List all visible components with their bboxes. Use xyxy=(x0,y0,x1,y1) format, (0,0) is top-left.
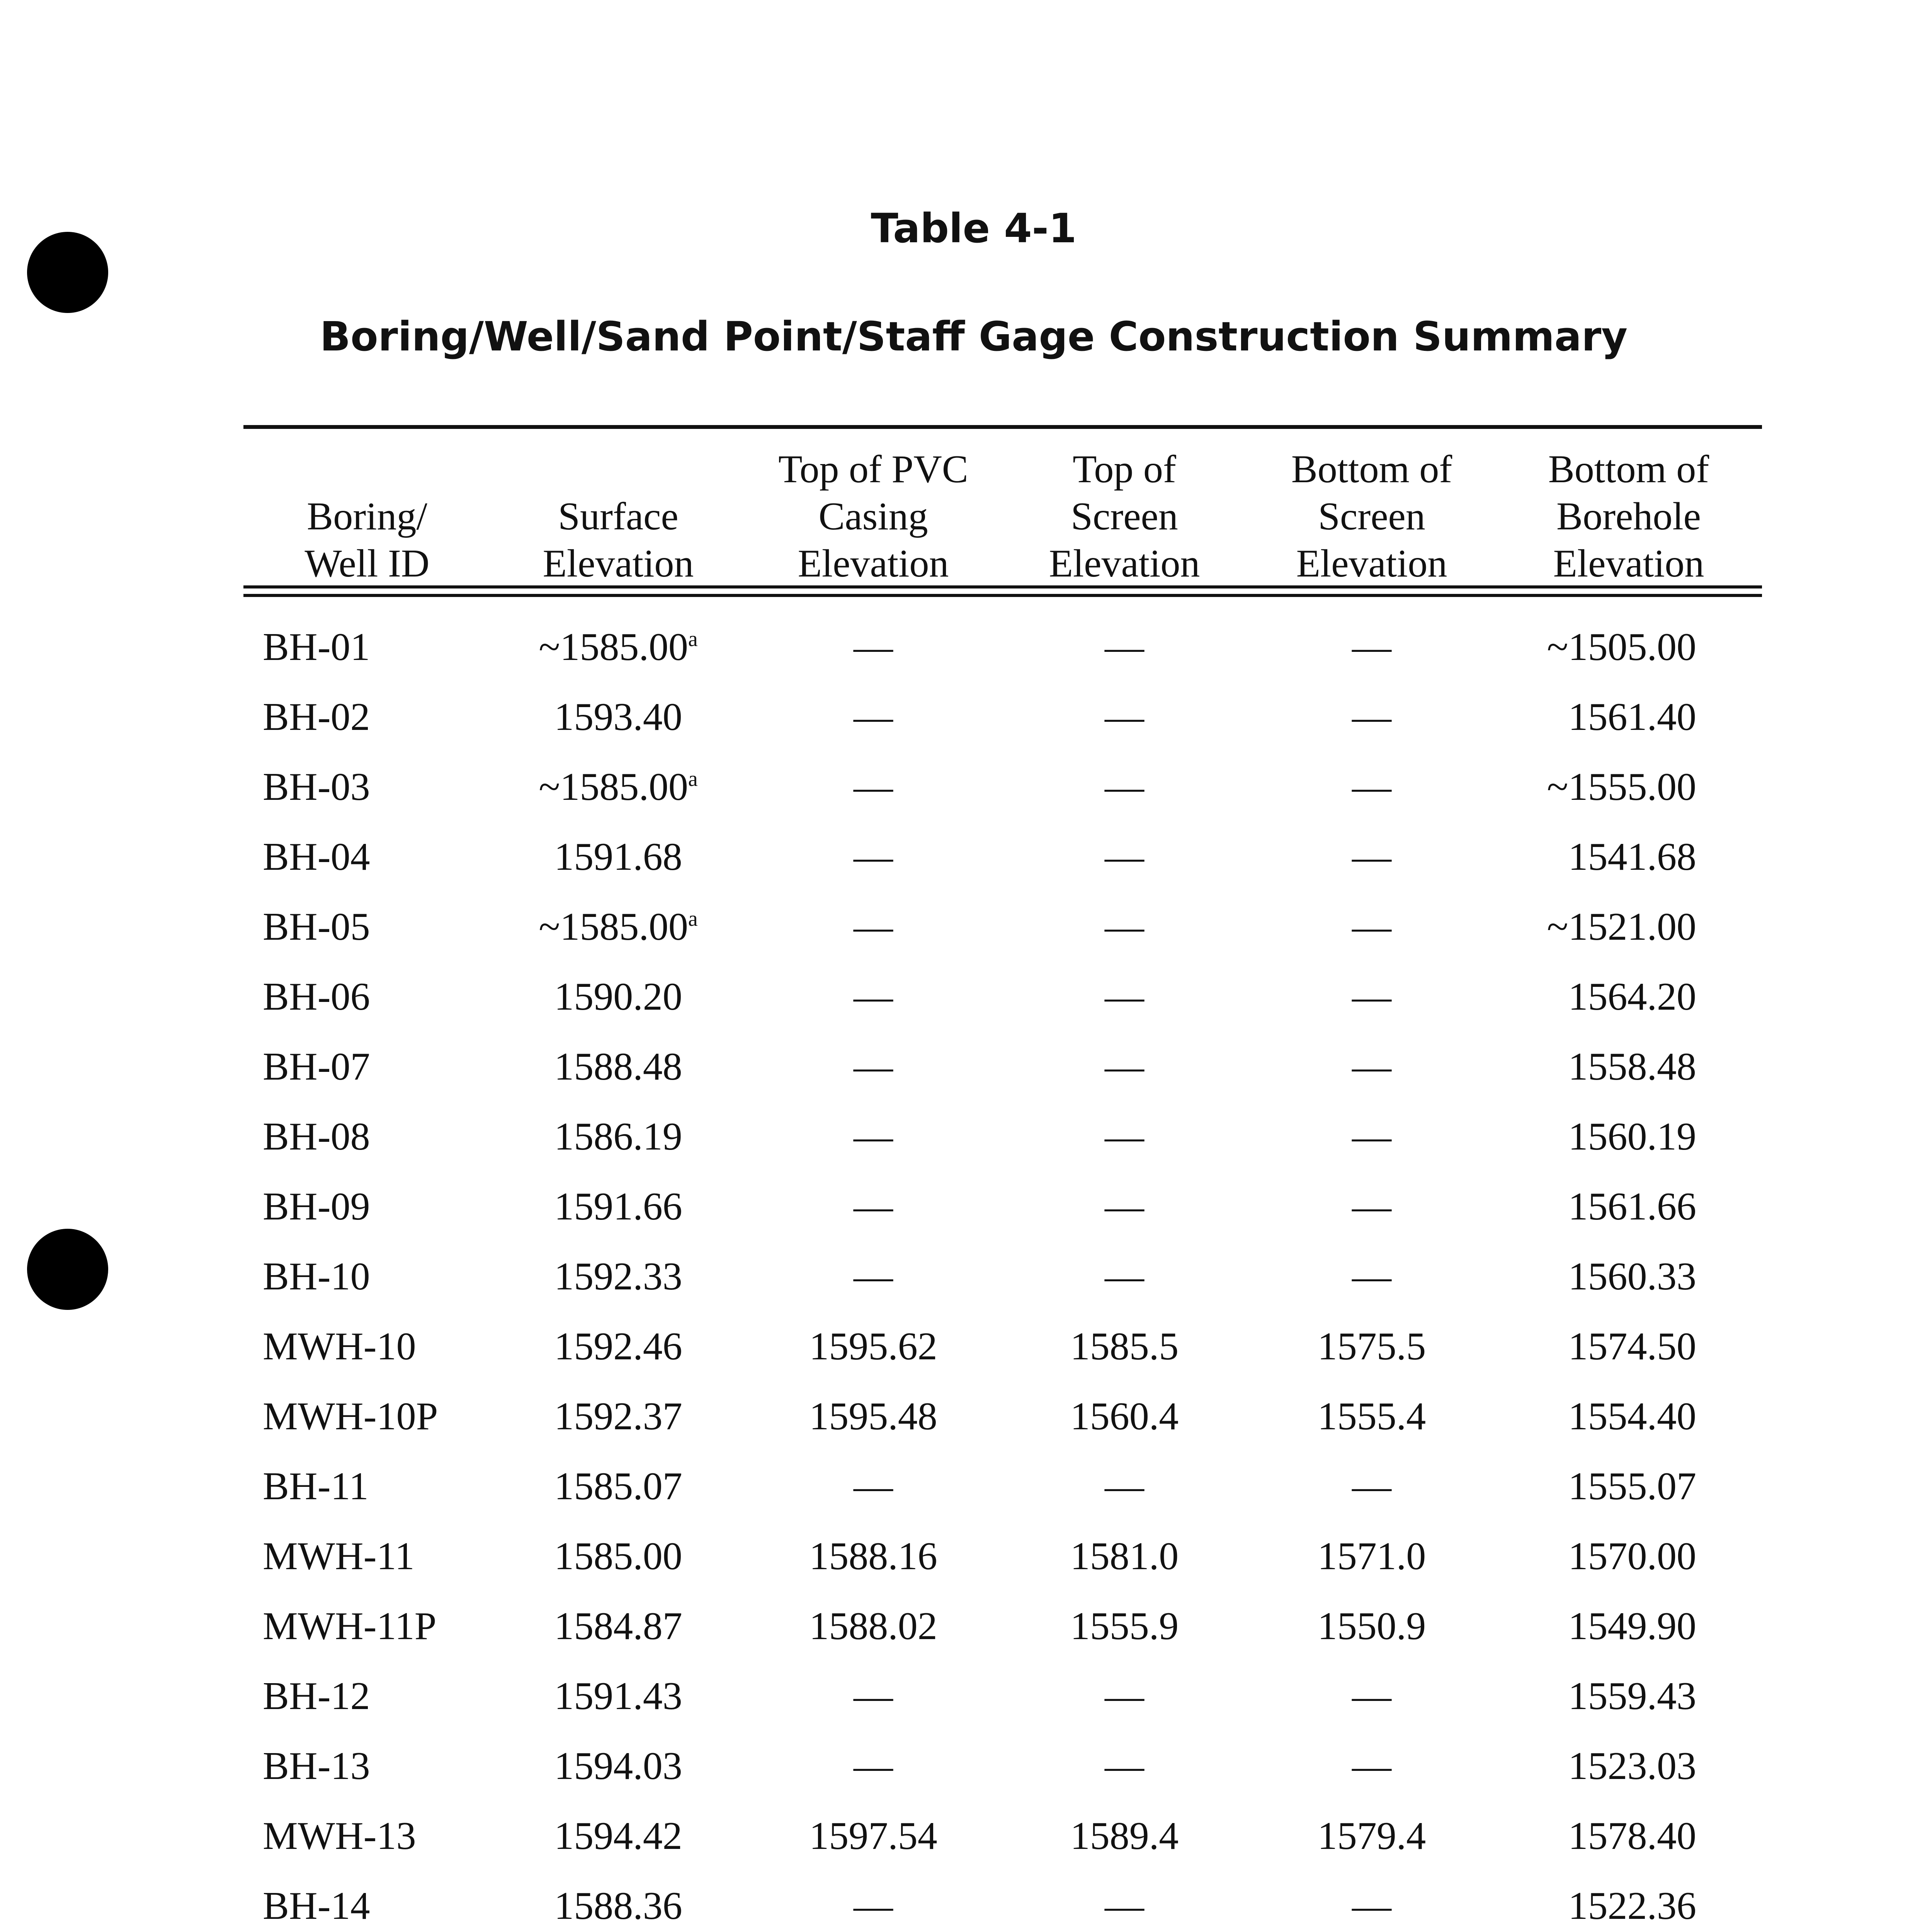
cell-top-of-screen-value: 1555.9 xyxy=(1070,1604,1179,1648)
cell-bottom-of-screen-value: — xyxy=(1352,695,1391,739)
cell-surface-elevation-value: 1592.37 xyxy=(554,1395,682,1438)
cell-bottom-of-borehole xyxy=(1495,892,1762,962)
cell-bottom-of-borehole-value: 1559.43 xyxy=(1568,1674,1696,1718)
cell-well-id xyxy=(243,1032,491,1102)
cell-bottom-of-borehole xyxy=(1495,752,1762,822)
cell-bottom-of-screen-value: — xyxy=(1352,1674,1391,1718)
cell-surface-elevation-value: ~1585.00 xyxy=(539,625,688,669)
cell-bottom-of-borehole xyxy=(1495,1311,1762,1381)
cell-surface-elevation xyxy=(491,682,746,752)
cell-top-of-screen-value: 1560.4 xyxy=(1070,1395,1179,1438)
cell-bottom-of-screen-value: — xyxy=(1352,1045,1391,1088)
table-row xyxy=(243,1311,1762,1381)
cell-surface-elevation-value: 1584.87 xyxy=(554,1604,682,1648)
cell-bottom-of-borehole-value: 1570.00 xyxy=(1568,1534,1696,1578)
table-row xyxy=(243,1381,1762,1451)
cell-pvc-casing-elevation-value: 1588.16 xyxy=(809,1534,937,1578)
header-bottom-of-borehole-elevation xyxy=(1495,440,1762,597)
cell-well-id-value: BH-04 xyxy=(263,835,370,879)
cell-well-id-value: BH-11 xyxy=(263,1464,369,1508)
cell-pvc-casing-elevation xyxy=(746,1381,1001,1451)
cell-surface-elevation xyxy=(491,1102,746,1172)
cell-top-of-screen xyxy=(1001,1242,1248,1311)
cell-bottom-of-screen-value: — xyxy=(1352,835,1391,879)
cell-well-id xyxy=(243,1801,491,1871)
cell-well-id-value: BH-09 xyxy=(263,1185,370,1228)
cell-surface-elevation xyxy=(491,892,746,962)
cell-pvc-casing-elevation-value: — xyxy=(854,695,893,739)
cell-bottom-of-screen-value: — xyxy=(1352,1884,1391,1928)
cell-bottom-of-borehole xyxy=(1495,1521,1762,1591)
header-line: Top of xyxy=(1073,447,1176,491)
header-line: Surface xyxy=(558,495,679,538)
table-row xyxy=(243,1731,1762,1801)
cell-top-of-screen-value: — xyxy=(1105,905,1144,949)
cell-surface-elevation xyxy=(491,1172,746,1242)
cell-top-of-screen xyxy=(1001,1032,1248,1102)
cell-bottom-of-borehole-value: ~1555.00 xyxy=(1547,765,1696,809)
cell-bottom-of-screen-value: — xyxy=(1352,975,1391,1019)
cell-well-id xyxy=(243,752,491,822)
cell-surface-elevation xyxy=(491,612,746,682)
table-top-rule xyxy=(243,425,1762,429)
cell-top-of-screen-value: 1585.5 xyxy=(1070,1325,1179,1368)
cell-top-of-screen-value: — xyxy=(1105,835,1144,879)
cell-bottom-of-borehole-value: 1564.20 xyxy=(1568,975,1696,1019)
cell-top-of-screen xyxy=(1001,752,1248,822)
cell-surface-elevation-value: 1588.48 xyxy=(554,1045,682,1088)
cell-surface-elevation xyxy=(491,1242,746,1311)
cell-surface-elevation xyxy=(491,1381,746,1451)
cell-pvc-casing-elevation-value: — xyxy=(854,1744,893,1788)
cell-bottom-of-screen xyxy=(1248,1172,1495,1242)
cell-top-of-screen xyxy=(1001,1661,1248,1731)
cell-bottom-of-screen-value: — xyxy=(1352,1464,1391,1508)
cell-pvc-casing-elevation-value: — xyxy=(854,1674,893,1718)
cell-top-of-screen-value: — xyxy=(1105,1185,1144,1228)
cell-top-of-screen-value: — xyxy=(1105,1115,1144,1158)
cell-bottom-of-screen xyxy=(1248,682,1495,752)
cell-pvc-casing-elevation-value: 1595.48 xyxy=(809,1395,937,1438)
cell-top-of-screen xyxy=(1001,1731,1248,1801)
cell-top-of-screen-value: — xyxy=(1105,1674,1144,1718)
cell-well-id xyxy=(243,822,491,892)
cell-pvc-casing-elevation xyxy=(746,682,1001,752)
cell-pvc-casing-elevation xyxy=(746,1032,1001,1102)
cell-surface-elevation-value: ~1585.00 xyxy=(539,765,688,809)
footnote-marker: a xyxy=(688,907,698,931)
cell-bottom-of-borehole xyxy=(1495,612,1762,682)
cell-well-id xyxy=(243,892,491,962)
cell-surface-elevation-value: 1591.43 xyxy=(554,1674,682,1718)
cell-top-of-screen xyxy=(1001,682,1248,752)
cell-surface-elevation-value: 1590.20 xyxy=(554,975,682,1019)
table-row xyxy=(243,1871,1762,1932)
cell-bottom-of-screen-value: 1579.4 xyxy=(1317,1814,1426,1858)
cell-surface-elevation xyxy=(491,1032,746,1102)
cell-pvc-casing-elevation xyxy=(746,1661,1001,1731)
cell-pvc-casing-elevation-value: — xyxy=(854,1884,893,1928)
cell-surface-elevation-value: 1588.36 xyxy=(554,1884,682,1928)
cell-top-of-screen xyxy=(1001,1102,1248,1172)
cell-surface-elevation xyxy=(491,1311,746,1381)
cell-bottom-of-borehole xyxy=(1495,1661,1762,1731)
cell-bottom-of-borehole-value: 1541.68 xyxy=(1568,835,1696,879)
cell-surface-elevation xyxy=(491,1451,746,1521)
punch-hole-middle xyxy=(27,1229,108,1310)
cell-well-id xyxy=(243,1451,491,1521)
header-line: Bottom of xyxy=(1548,447,1709,491)
cell-bottom-of-screen xyxy=(1248,1242,1495,1311)
cell-pvc-casing-elevation-value: 1595.62 xyxy=(809,1325,937,1368)
cell-well-id-value: BH-03 xyxy=(263,765,370,809)
cell-surface-elevation-value: 1591.66 xyxy=(554,1185,682,1228)
cell-well-id-value: MWH-11 xyxy=(263,1534,415,1578)
table-row xyxy=(243,962,1762,1032)
cell-well-id xyxy=(243,1102,491,1172)
cell-pvc-casing-elevation xyxy=(746,822,1001,892)
cell-well-id xyxy=(243,1242,491,1311)
cell-well-id xyxy=(243,1311,491,1381)
cell-surface-elevation-value: 1585.07 xyxy=(554,1464,682,1508)
cell-well-id-value: BH-05 xyxy=(263,905,370,949)
cell-bottom-of-borehole xyxy=(1495,1172,1762,1242)
cell-surface-elevation xyxy=(491,1661,746,1731)
cell-bottom-of-borehole-value: 1561.40 xyxy=(1568,695,1696,739)
cell-pvc-casing-elevation xyxy=(746,1521,1001,1591)
cell-bottom-of-borehole-value: 1554.40 xyxy=(1568,1395,1696,1438)
cell-well-id xyxy=(243,1731,491,1801)
table-row xyxy=(243,1451,1762,1521)
header-line: Elevation xyxy=(543,542,694,585)
cell-pvc-casing-elevation-value: — xyxy=(854,1115,893,1158)
table-row xyxy=(243,1172,1762,1242)
cell-pvc-casing-elevation-value: — xyxy=(854,1045,893,1088)
cell-well-id-value: MWH-13 xyxy=(263,1814,416,1858)
cell-bottom-of-screen-value: — xyxy=(1352,1115,1391,1158)
construction-summary-table xyxy=(243,440,1762,1932)
header-line: Bottom of xyxy=(1291,447,1452,491)
cell-pvc-casing-elevation xyxy=(746,962,1001,1032)
cell-pvc-casing-elevation-value: — xyxy=(854,1185,893,1228)
table-row xyxy=(243,892,1762,962)
cell-bottom-of-borehole-value: 1549.90 xyxy=(1568,1604,1696,1648)
cell-well-id xyxy=(243,1381,491,1451)
cell-top-of-screen-value: — xyxy=(1105,975,1144,1019)
cell-well-id xyxy=(243,612,491,682)
cell-bottom-of-screen-value: 1575.5 xyxy=(1317,1325,1426,1368)
cell-bottom-of-screen-value: — xyxy=(1352,765,1391,809)
header-line: Elevation xyxy=(798,542,949,585)
cell-well-id-value: MWH-10P xyxy=(263,1395,438,1438)
table-row xyxy=(243,752,1762,822)
cell-pvc-casing-elevation-value: — xyxy=(854,1464,893,1508)
header-line: Casing xyxy=(818,495,928,538)
cell-bottom-of-screen xyxy=(1248,1032,1495,1102)
header-bottom-of-screen-elevation xyxy=(1248,440,1495,597)
cell-bottom-of-screen xyxy=(1248,1871,1495,1932)
cell-well-id-value: MWH-11P xyxy=(263,1604,437,1648)
cell-bottom-of-screen xyxy=(1248,1311,1495,1381)
cell-bottom-of-screen xyxy=(1248,892,1495,962)
cell-bottom-of-borehole-value: 1558.48 xyxy=(1568,1045,1696,1088)
cell-well-id-value: BH-02 xyxy=(263,695,370,739)
header-line: Boring/ xyxy=(307,495,427,538)
cell-pvc-casing-elevation xyxy=(746,1801,1001,1871)
table-row xyxy=(243,1242,1762,1311)
cell-pvc-casing-elevation-value: 1597.54 xyxy=(809,1814,937,1858)
cell-pvc-casing-elevation xyxy=(746,1311,1001,1381)
cell-bottom-of-borehole-value: 1560.33 xyxy=(1568,1255,1696,1298)
header-line: Borehole xyxy=(1556,495,1701,538)
cell-top-of-screen xyxy=(1001,1172,1248,1242)
cell-bottom-of-screen xyxy=(1248,962,1495,1032)
cell-surface-elevation xyxy=(491,1801,746,1871)
cell-well-id-value: MWH-10 xyxy=(263,1325,416,1368)
cell-top-of-screen xyxy=(1001,1801,1248,1871)
cell-surface-elevation-value: 1593.40 xyxy=(554,695,682,739)
cell-pvc-casing-elevation-value: — xyxy=(854,765,893,809)
cell-pvc-casing-elevation xyxy=(746,1591,1001,1661)
cell-bottom-of-screen xyxy=(1248,1521,1495,1591)
cell-bottom-of-screen xyxy=(1248,1591,1495,1661)
header-line: Elevation xyxy=(1049,542,1200,585)
cell-surface-elevation xyxy=(491,1591,746,1661)
cell-bottom-of-borehole xyxy=(1495,682,1762,752)
cell-bottom-of-screen xyxy=(1248,1801,1495,1871)
cell-top-of-screen-value: — xyxy=(1105,765,1144,809)
cell-bottom-of-borehole xyxy=(1495,962,1762,1032)
table-row xyxy=(243,682,1762,752)
cell-well-id-value: BH-10 xyxy=(263,1255,370,1298)
cell-bottom-of-screen-value: 1550.9 xyxy=(1317,1604,1426,1648)
table-row xyxy=(243,1591,1762,1661)
cell-bottom-of-borehole-value: 1578.40 xyxy=(1568,1814,1696,1858)
cell-bottom-of-screen xyxy=(1248,1731,1495,1801)
cell-well-id xyxy=(243,1871,491,1932)
header-well-id xyxy=(243,440,491,597)
header-row xyxy=(243,440,1762,597)
cell-top-of-screen xyxy=(1001,962,1248,1032)
cell-pvc-casing-elevation-value: — xyxy=(854,835,893,879)
cell-bottom-of-borehole-value: 1561.66 xyxy=(1568,1185,1696,1228)
header-surface-elevation xyxy=(491,440,746,597)
cell-top-of-screen-value: — xyxy=(1105,1884,1144,1928)
cell-pvc-casing-elevation xyxy=(746,1172,1001,1242)
cell-surface-elevation xyxy=(491,752,746,822)
cell-top-of-screen-value: — xyxy=(1105,1744,1144,1788)
cell-surface-elevation-value: 1594.03 xyxy=(554,1744,682,1788)
cell-bottom-of-borehole-value: ~1521.00 xyxy=(1547,905,1696,949)
header-line: Screen xyxy=(1071,495,1178,538)
cell-pvc-casing-elevation-value: — xyxy=(854,905,893,949)
cell-well-id-value: BH-01 xyxy=(263,625,370,669)
cell-pvc-casing-elevation xyxy=(746,752,1001,822)
cell-surface-elevation-value: 1592.46 xyxy=(554,1325,682,1368)
cell-well-id xyxy=(243,1172,491,1242)
cell-well-id xyxy=(243,1591,491,1661)
cell-bottom-of-screen xyxy=(1248,1102,1495,1172)
cell-bottom-of-screen xyxy=(1248,612,1495,682)
cell-surface-elevation-value: 1585.00 xyxy=(554,1534,682,1578)
table-body xyxy=(243,612,1762,1932)
cell-top-of-screen-value: 1581.0 xyxy=(1070,1534,1179,1578)
cell-surface-elevation xyxy=(491,822,746,892)
cell-surface-elevation-value: 1586.19 xyxy=(554,1115,682,1158)
header-line: Well ID xyxy=(304,542,430,585)
cell-top-of-screen xyxy=(1001,1591,1248,1661)
cell-bottom-of-screen xyxy=(1248,752,1495,822)
cell-pvc-casing-elevation-value: — xyxy=(854,625,893,669)
cell-well-id xyxy=(243,962,491,1032)
cell-pvc-casing-elevation-value: 1588.02 xyxy=(809,1604,937,1648)
header-spacer xyxy=(243,597,1762,612)
cell-pvc-casing-elevation xyxy=(746,1731,1001,1801)
table-subtitle: Boring/Well/Sand Point/Staff Gage Construction Summary xyxy=(320,313,1628,360)
cell-top-of-screen-value: — xyxy=(1105,695,1144,739)
cell-top-of-screen xyxy=(1001,1521,1248,1591)
cell-top-of-screen xyxy=(1001,1381,1248,1451)
cell-bottom-of-borehole xyxy=(1495,1731,1762,1801)
cell-top-of-screen-value: — xyxy=(1105,1464,1144,1508)
table-row xyxy=(243,1521,1762,1591)
cell-well-id-value: BH-14 xyxy=(263,1884,370,1928)
cell-bottom-of-screen-value: — xyxy=(1352,1255,1391,1298)
cell-top-of-screen xyxy=(1001,822,1248,892)
cell-well-id-value: BH-13 xyxy=(263,1744,370,1788)
cell-bottom-of-screen xyxy=(1248,1451,1495,1521)
cell-well-id xyxy=(243,1521,491,1591)
cell-bottom-of-borehole xyxy=(1495,1242,1762,1311)
cell-top-of-screen-value: — xyxy=(1105,1255,1144,1298)
table-row xyxy=(243,1661,1762,1731)
table-row xyxy=(243,1801,1762,1871)
table-title: Table 4-1 xyxy=(871,205,1077,252)
cell-bottom-of-screen-value: — xyxy=(1352,625,1391,669)
cell-surface-elevation-value: 1594.42 xyxy=(554,1814,682,1858)
cell-bottom-of-borehole xyxy=(1495,1032,1762,1102)
cell-pvc-casing-elevation xyxy=(746,892,1001,962)
header-line: Elevation xyxy=(1296,542,1447,585)
cell-well-id-value: BH-12 xyxy=(263,1674,370,1718)
cell-well-id-value: BH-06 xyxy=(263,975,370,1019)
cell-surface-elevation xyxy=(491,962,746,1032)
cell-bottom-of-borehole xyxy=(1495,822,1762,892)
table-row xyxy=(243,1032,1762,1102)
cell-top-of-screen-value: — xyxy=(1105,625,1144,669)
cell-well-id xyxy=(243,682,491,752)
cell-top-of-screen xyxy=(1001,1871,1248,1932)
cell-pvc-casing-elevation-value: — xyxy=(854,975,893,1019)
cell-bottom-of-borehole-value: ~1505.00 xyxy=(1547,625,1696,669)
cell-top-of-screen xyxy=(1001,1451,1248,1521)
cell-surface-elevation xyxy=(491,1521,746,1591)
cell-bottom-of-borehole-value: 1574.50 xyxy=(1568,1325,1696,1368)
cell-surface-elevation-value: 1591.68 xyxy=(554,835,682,879)
cell-pvc-casing-elevation xyxy=(746,1242,1001,1311)
cell-bottom-of-screen-value: 1571.0 xyxy=(1317,1534,1426,1578)
table-row xyxy=(243,822,1762,892)
cell-bottom-of-borehole xyxy=(1495,1102,1762,1172)
cell-top-of-screen xyxy=(1001,612,1248,682)
cell-top-of-screen-value: 1589.4 xyxy=(1070,1814,1179,1858)
cell-well-id xyxy=(243,1661,491,1731)
cell-bottom-of-borehole xyxy=(1495,1801,1762,1871)
cell-top-of-screen xyxy=(1001,892,1248,962)
cell-pvc-casing-elevation xyxy=(746,1871,1001,1932)
cell-pvc-casing-elevation-value: — xyxy=(854,1255,893,1298)
cell-pvc-casing-elevation xyxy=(746,612,1001,682)
cell-bottom-of-screen xyxy=(1248,1661,1495,1731)
header-line: Top of PVC xyxy=(778,447,968,491)
cell-bottom-of-borehole-value: 1560.19 xyxy=(1568,1115,1696,1158)
cell-surface-elevation xyxy=(491,1871,746,1932)
cell-bottom-of-borehole-value: 1523.03 xyxy=(1568,1744,1696,1788)
cell-bottom-of-screen-value: — xyxy=(1352,1185,1391,1228)
cell-bottom-of-screen-value: — xyxy=(1352,1744,1391,1788)
header-line: Elevation xyxy=(1553,542,1704,585)
cell-top-of-screen-value: — xyxy=(1105,1045,1144,1088)
cell-well-id-value: BH-07 xyxy=(263,1045,370,1088)
table-row xyxy=(243,1102,1762,1172)
header-pvc-casing-elevation xyxy=(746,440,1001,597)
cell-bottom-of-borehole xyxy=(1495,1871,1762,1932)
cell-well-id-value: BH-08 xyxy=(263,1115,370,1158)
cell-pvc-casing-elevation xyxy=(746,1451,1001,1521)
footnote-marker: a xyxy=(688,627,698,651)
table-row xyxy=(243,612,1762,682)
cell-bottom-of-screen-value: 1555.4 xyxy=(1317,1395,1426,1438)
cell-bottom-of-screen xyxy=(1248,1381,1495,1451)
cell-bottom-of-borehole xyxy=(1495,1591,1762,1661)
cell-surface-elevation xyxy=(491,1731,746,1801)
cell-bottom-of-borehole xyxy=(1495,1381,1762,1451)
cell-bottom-of-screen xyxy=(1248,822,1495,892)
footnote-marker: a xyxy=(688,767,698,791)
cell-surface-elevation-value: ~1585.00 xyxy=(539,905,688,949)
cell-pvc-casing-elevation xyxy=(746,1102,1001,1172)
cell-top-of-screen xyxy=(1001,1311,1248,1381)
cell-bottom-of-screen-value: — xyxy=(1352,905,1391,949)
cell-bottom-of-borehole-value: 1522.36 xyxy=(1568,1884,1696,1928)
cell-surface-elevation-value: 1592.33 xyxy=(554,1255,682,1298)
header-top-of-screen-elevation xyxy=(1001,440,1248,597)
cell-bottom-of-borehole-value: 1555.07 xyxy=(1568,1464,1696,1508)
header-line: Screen xyxy=(1318,495,1425,538)
cell-bottom-of-borehole xyxy=(1495,1451,1762,1521)
